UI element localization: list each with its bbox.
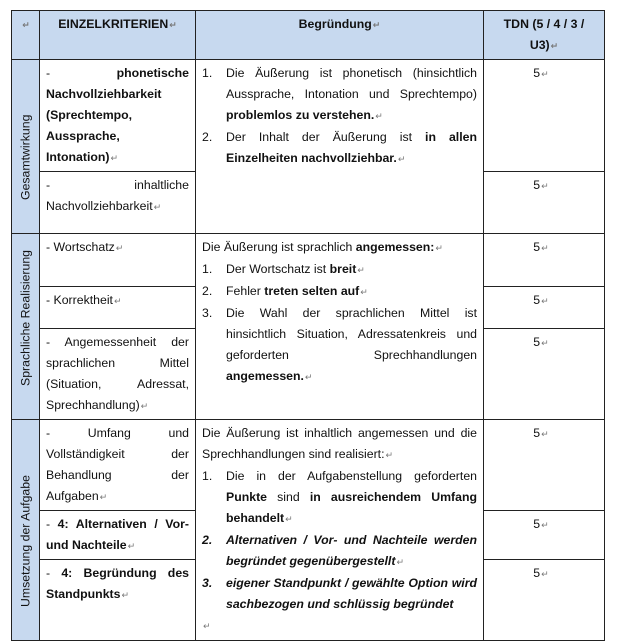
section-label: Gesamtwirkung <box>18 114 32 200</box>
criterion-cell: - Korrektheit↵ <box>40 287 196 329</box>
section-label-cell <box>12 420 40 641</box>
criterion-cell: - phonetische Nachvollziehbarkeit (Sprechtempo, Aussprache, Intonation)↵ <box>40 60 196 172</box>
criterion-cell: - Umfang und Vollständigkeit der Behandlung der Aufgaben↵ <box>40 420 196 511</box>
table-row <box>12 420 605 511</box>
reason-cell: Die Äußerung ist sprachlich angemessen:↵ 1. Der Wortschatz ist breit↵ 2. Fehler treten selten auf↵ 3. Die Wahl der sprachlichen Mittel ist hinsichtlich Situation, Adressatenkreis und geforderten Sprechhandlungen angemessen.↵ <box>196 234 484 420</box>
reason-item: 1. Die in der Aufgabenstellung geforderten Punkte sind in ausreichendem Umfang behandelt↵ <box>202 469 477 525</box>
score-cell: 5↵ <box>484 329 605 420</box>
section-label: Umsetzung der Aufgabe <box>18 475 32 607</box>
criterion-cell: - Angemessenheit der sprachlichen Mittel (Situation, Adressat, Sprechhandlung)↵ <box>40 329 196 420</box>
reason-item: 2. Der Inhalt der Äußerung ist in allen Einzelheiten nachvollziehbar.↵ <box>202 130 477 165</box>
score-cell: 5↵ <box>484 511 605 560</box>
header-reason: Begründung↵ <box>196 11 484 60</box>
reason-item: 1. Die Äußerung ist phonetisch (hinsichtlich Aussprache, Intonation und Sprechtempo) problemlos zu verstehen.↵ <box>202 66 477 122</box>
score-cell: 5↵ <box>484 560 605 641</box>
score-cell: 5↵ <box>484 287 605 329</box>
assessment-table <box>11 10 605 641</box>
section-label-cell <box>12 234 40 420</box>
section-label: Sprachliche Realisierung <box>18 249 32 386</box>
header-score: TDN (5 / 4 / 3 / U3)↵ <box>484 11 605 60</box>
reason-item: 3. eigener Standpunkt / gewählte Option wird sachbezogen und schlüssig begründet <box>202 576 477 611</box>
criterion-cell: - 4: Alternativen / Vor- und Nachteile↵ <box>40 511 196 560</box>
score-cell: 5↵ <box>484 60 605 172</box>
table-header-row <box>12 11 605 60</box>
reason-cell: Die Äußerung ist inhaltlich angemessen und die Sprechhandlungen sind realisiert:↵ 1. Die in der Aufgabenstellung geforderten Punkte sind in ausreichendem Umfang behandelt↵ 2. Alternativen / Vor- und Nachteile werden begründet gegenübergestellt↵ 3. eigener Standpunkt / gewählte Option wird sachbezogen und schlüssig begründet ↵ <box>196 420 484 641</box>
reason-item: 3. Die Wahl der sprachlichen Mittel ist hinsichtlich Situation, Adressatenkreis und geforderten Sprechhandlungen angemessen.↵ <box>202 306 477 383</box>
section-label-cell <box>12 60 40 234</box>
header-criteria: EINZELKRITERIEN↵ <box>40 11 196 60</box>
score-cell: 5↵ <box>484 234 605 287</box>
score-cell: 5↵ <box>484 172 605 234</box>
reason-item: 1. Der Wortschatz ist breit↵ <box>202 262 365 276</box>
reason-cell <box>196 60 484 234</box>
criterion-cell: - inhaltliche Nachvollziehbarkeit↵ <box>40 172 196 234</box>
table-row <box>12 234 605 287</box>
header-corner-cell: ↵ <box>12 11 40 60</box>
score-cell: 5↵ <box>484 420 605 511</box>
reason-item: 2. Alternativen / Vor- und Nachteile werden begründet gegenübergestellt↵ <box>202 533 477 568</box>
criterion-cell: - Wortschatz↵ <box>40 234 196 287</box>
table-row <box>12 60 605 172</box>
criterion-cell: - 4: Begründung des Standpunkts↵ <box>40 560 196 641</box>
reason-item: 2. Fehler treten selten auf↵ <box>202 284 368 298</box>
